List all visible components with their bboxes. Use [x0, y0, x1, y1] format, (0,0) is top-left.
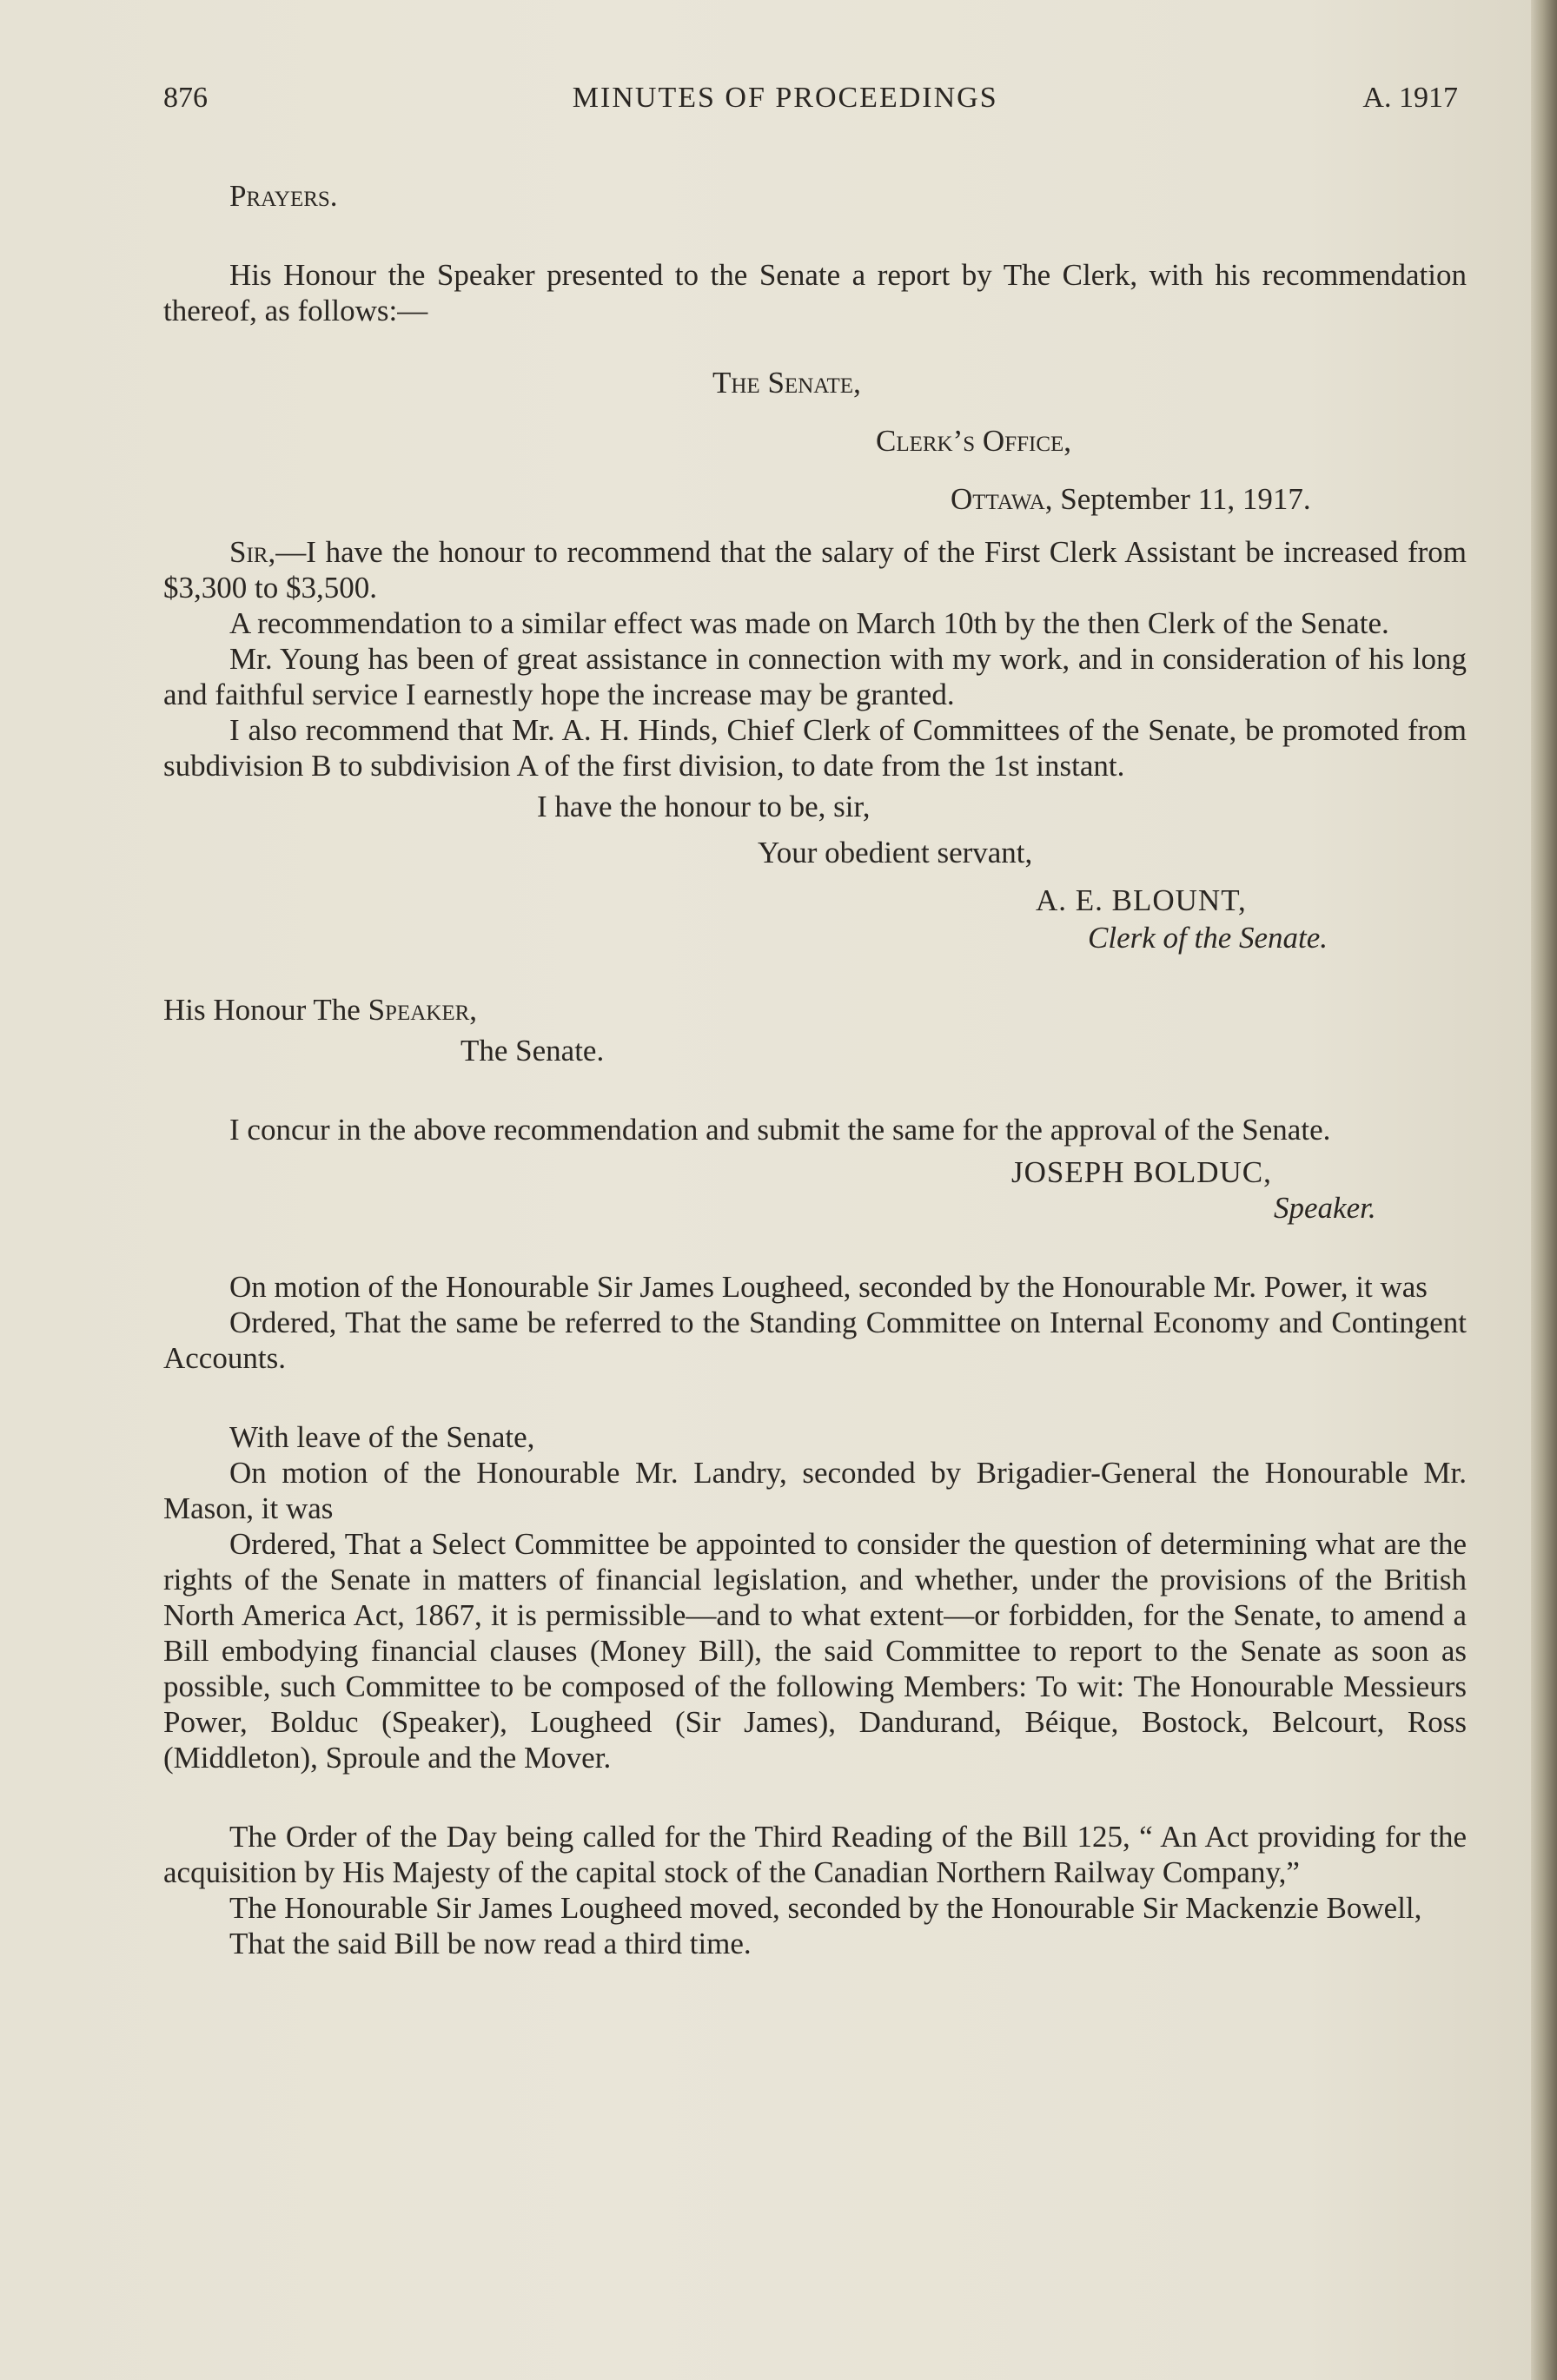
- letter-place: Ottawa,: [951, 482, 1053, 516]
- letter-recipient: [163, 992, 1467, 1028]
- prayers-heading: Prayers.: [229, 179, 338, 213]
- letter-recipient-line-2: The Senate.: [460, 1034, 605, 1068]
- letter-signatory: A. E. BLOUNT,: [1036, 883, 1247, 917]
- motion-1-ordered: Ordered, That the same be referred to the Standing Committee on Internal Economy and Contingent Accounts.: [163, 1306, 1467, 1375]
- third-reading-that: That the said Bill be now read a third time.: [229, 1927, 752, 1960]
- motion-2-moved: On motion of the Honourable Mr. Landry, seconded by Brigadier-General the Honourable Mr. Mason, it was: [163, 1456, 1467, 1525]
- letter-paragraph-3: Mr. Young has been of great assistance in connection with my work, and in consideration of his long and faithful service I earnestly hope the increase may be granted.: [163, 642, 1467, 711]
- concurrence-signatory-title: Speaker.: [1274, 1191, 1376, 1225]
- running-head: [163, 80, 1467, 116]
- letter-date: September 11, 1917.: [1060, 482, 1311, 516]
- running-year: A. 1917: [1362, 82, 1458, 114]
- intro-paragraph: His Honour the Speaker presented to the Senate a report by The Clerk, with his recommendation thereof, as follows:—: [163, 258, 1467, 327]
- motion-2-leave: With leave of the Senate,: [229, 1420, 535, 1454]
- letter-signatory-title: Clerk of the Senate.: [1088, 921, 1328, 955]
- concurrence-paragraph: I concur in the above recommendation and submit the same for the approval of the Senate.: [229, 1113, 1331, 1147]
- motion-1-moved: On motion of the Honourable Sir James Lougheed, seconded by the Honourable Mr. Power, it was: [229, 1270, 1428, 1304]
- letter-recipient-prefix: His Honour The: [163, 993, 368, 1027]
- running-title: MINUTES OF PROCEEDINGS: [572, 82, 998, 114]
- letter-salutation: Sir,: [229, 535, 276, 569]
- letter-address-senate: The Senate,: [712, 366, 861, 400]
- letter-address-office: Clerk’s Office,: [876, 424, 1072, 458]
- letter-paragraph-1: [163, 534, 1467, 605]
- document-body: [163, 80, 1467, 1961]
- letter-closing-2: Your obedient servant,: [758, 836, 1033, 869]
- third-reading-moved: The Honourable Sir James Lougheed moved, seconded by the Honourable Sir Mackenzie Bowell,: [229, 1891, 1422, 1925]
- page-number: 876: [163, 82, 208, 114]
- concurrence-signatory: JOSEPH BOLDUC,: [1011, 1155, 1272, 1189]
- letter-paragraph-2: A recommendation to a similar effect was made on March 10th by the then Clerk of the Senate.: [229, 606, 1389, 640]
- letter-closing-1: I have the honour to be, sir,: [537, 790, 871, 823]
- page-edge: [1531, 0, 1557, 2380]
- letter-recipient-speaker: Speaker,: [368, 993, 478, 1027]
- letter-paragraph-4: I also recommend that Mr. A. H. Hinds, Chief Clerk of Committees of the Senate, be promoted from subdivision B to subdivision A of the first division, to date from the 1st instant.: [163, 713, 1467, 783]
- motion-2-ordered: Ordered, That a Select Committee be appointed to consider the question of determining what are the rights of the Senate in matters of financial legislation, and whether, under the provisions of the British North America Act, 1867, it is permissible—and to what extent—or forbidden, for the Senate, to amend a Bill embodying financial clauses (Money Bill), the said Committee to report to the Senate as soon as possible, such Committee to be composed of the following Members: To wit: The Honourable Messieurs Power, Bolduc (Speaker), Lougheed (Sir James), Dandurand, Béique, Bostock, Belcourt, Ross (Middleton), Sproule and the Mover.: [163, 1527, 1467, 1775]
- letter-paragraph-1-text: —I have the honour to recommend that the salary of the First Clerk Assistant be increased from $3,300 to $3,500.: [163, 535, 1467, 605]
- letter-dateline: [163, 481, 1467, 517]
- third-reading-order: The Order of the Day being called for the Third Reading of the Bill 125, “ An Act providing for the acquisition by His Majesty of the capital stock of the Canadian Northern Railway Company,”: [163, 1820, 1467, 1889]
